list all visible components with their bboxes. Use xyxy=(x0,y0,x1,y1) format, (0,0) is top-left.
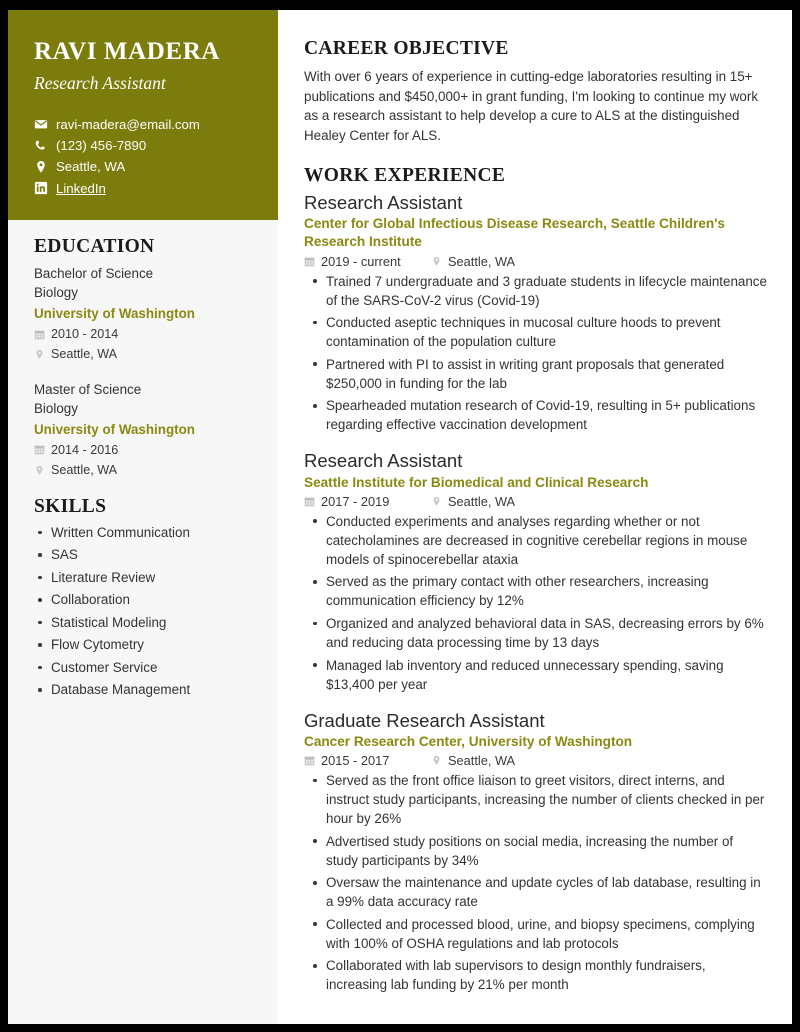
education-school: University of Washington xyxy=(34,421,195,437)
job-title: Research Assistant xyxy=(304,191,463,213)
calendar-icon xyxy=(304,755,315,767)
job-location-group xyxy=(431,753,515,768)
job-location: Seattle, WA xyxy=(448,253,516,269)
location-pin-icon xyxy=(431,755,442,767)
job-title: Research Assistant xyxy=(304,450,463,472)
education-entry xyxy=(34,264,252,365)
skill-item: Database Management xyxy=(34,679,252,702)
calendar-icon xyxy=(304,255,315,267)
job-bullet: Managed lab inventory and reduced unnecessary spending, saving $13,400 per year xyxy=(304,656,768,694)
skill-item: Written Communication xyxy=(34,522,252,545)
job-entry xyxy=(304,449,768,693)
education-degree: Master of Science xyxy=(34,381,142,397)
envelope-icon xyxy=(34,117,48,131)
education-field: Biology xyxy=(34,401,78,417)
job-location: Seattle, WA xyxy=(448,493,516,509)
education-heading: EDUCATION xyxy=(34,236,155,257)
job-bullet: Oversaw the maintenance and update cycles of lab database, resulting in a 99% data accuracy rate xyxy=(304,873,768,911)
education-field: Biology xyxy=(34,285,78,301)
job-bullet: Spearheaded mutation research of Covid-19, resulting in 5+ publications regarding effective vaccination development xyxy=(304,396,768,434)
job-entry xyxy=(304,709,768,995)
work-experience-heading: WORK EXPERIENCE xyxy=(304,164,506,186)
candidate-name: RAVI MADERA xyxy=(34,38,221,65)
job-dates: 2019 - current xyxy=(321,253,401,269)
location-pin-icon xyxy=(431,495,442,507)
location-pin-icon xyxy=(431,255,442,267)
job-meta xyxy=(304,254,768,269)
education-location xyxy=(34,344,252,364)
main-content xyxy=(278,10,792,1024)
phone-icon xyxy=(34,139,48,153)
job-company: Cancer Research Center, University of Washington xyxy=(304,733,633,749)
job-dates: 2015 - 2017 xyxy=(321,753,390,769)
skill-item: Flow Cytometry xyxy=(34,634,252,657)
job-entry xyxy=(304,191,768,435)
skill-item: Collaboration xyxy=(34,589,252,612)
career-objective-heading: CAREER OBJECTIVE xyxy=(304,38,509,59)
contact-location-label: Seattle, WA xyxy=(56,159,126,175)
job-bullets xyxy=(304,771,768,994)
job-bullet: Conducted aseptic techniques in mucosal culture hoods to prevent contamination of the population culture xyxy=(304,313,768,351)
job-bullet: Organized and analyzed behavioral data in SAS, decreasing errors by 6% and reducing data processing time by 13 days xyxy=(304,614,768,652)
education-dates-label: 2014 - 2016 xyxy=(51,442,119,457)
job-bullets xyxy=(304,512,768,694)
job-bullet: Served as the primary contact with other researchers, increasing communication efficiency by 12% xyxy=(304,572,768,610)
calendar-icon xyxy=(34,328,45,340)
job-meta xyxy=(304,753,768,768)
job-bullet: Collaborated with lab supervisors to design monthly fundraisers, increasing lab funding by 21% per month xyxy=(304,956,768,994)
resume-page xyxy=(8,10,792,1024)
job-title: Graduate Research Assistant xyxy=(304,709,545,731)
contact-phone-label: (123) 456-7890 xyxy=(56,137,147,153)
skill-item: Customer Service xyxy=(34,657,252,680)
candidate-role: Research Assistant xyxy=(34,72,166,93)
job-bullet: Collected and processed blood, urine, and biopsy specimens, complying with 100% of OSHA regulations and lab protocols xyxy=(304,915,768,953)
contact-email-label: ravi-madera@email.com xyxy=(56,116,200,132)
job-bullet: Advertised study positions on social media, increasing the number of study participants by 34% xyxy=(304,832,768,870)
contact-list xyxy=(34,114,252,200)
location-pin-icon xyxy=(34,464,45,476)
sidebar xyxy=(8,10,278,1024)
job-location: Seattle, WA xyxy=(448,753,516,769)
contact-linkedin[interactable] xyxy=(34,178,252,199)
skill-item: Statistical Modeling xyxy=(34,612,252,635)
skills-heading: SKILLS xyxy=(34,495,107,517)
education-degree: Bachelor of Science xyxy=(34,266,154,281)
linkedin-icon xyxy=(34,181,48,195)
job-company: Center for Global Infectious Disease Research, Seattle Children's Research Institute xyxy=(304,215,725,250)
job-location-group xyxy=(431,254,515,269)
education-location-label: Seattle, WA xyxy=(51,347,118,362)
education-location-label: Seattle, WA xyxy=(51,463,118,478)
education-entry xyxy=(34,380,252,481)
calendar-icon xyxy=(304,495,315,507)
location-pin-icon xyxy=(34,349,45,361)
education-dates xyxy=(34,324,252,344)
job-dates: 2017 - 2019 xyxy=(321,493,390,509)
education-location xyxy=(34,460,252,480)
profile-header xyxy=(8,10,278,220)
job-bullet: Partnered with PI to assist in writing grant proposals that generated $250,000 in funding for the lab xyxy=(304,355,768,393)
sidebar-body xyxy=(8,220,278,712)
skill-item: Literature Review xyxy=(34,567,252,590)
location-pin-icon xyxy=(34,160,48,174)
job-bullet: Served as the front office liaison to greet visitors, direct interns, and instruct study participants, increasing the number of clients checked in per hour by 26% xyxy=(304,771,768,828)
contact-phone[interactable] xyxy=(34,135,252,156)
job-bullets xyxy=(304,272,768,435)
skill-item: SAS xyxy=(34,544,252,567)
skills-list xyxy=(34,522,252,702)
contact-email[interactable] xyxy=(34,114,252,135)
job-bullet: Conducted experiments and analyses regarding whether or not catecholamines are decreased in cognitive cerebellar regions in mouse models of spinocerebellar ataxia xyxy=(304,512,768,569)
job-company: Seattle Institute for Biomedical and Clinical Research xyxy=(304,474,649,490)
education-dates-label: 2010 - 2014 xyxy=(51,326,119,341)
job-bullet: Trained 7 undergraduate and 3 graduate students in lifecycle maintenance of the SARS-CoV-2 virus (Covid-19) xyxy=(304,272,768,310)
contact-location xyxy=(34,156,252,177)
education-dates xyxy=(34,440,252,460)
job-meta xyxy=(304,494,768,509)
career-objective-text: With over 6 years of experience in cutting-edge laboratories resulting in 15+ publications and $450,000+ in grant funding, I'm looking to continue my work as a research assistant to help develop a cure to ALS at the distinguished Healey Center for ALS. xyxy=(304,69,759,144)
education-school: University of Washington xyxy=(34,305,195,321)
calendar-icon xyxy=(34,444,45,456)
job-location-group xyxy=(431,494,515,509)
contact-linkedin-label: LinkedIn xyxy=(56,180,106,196)
